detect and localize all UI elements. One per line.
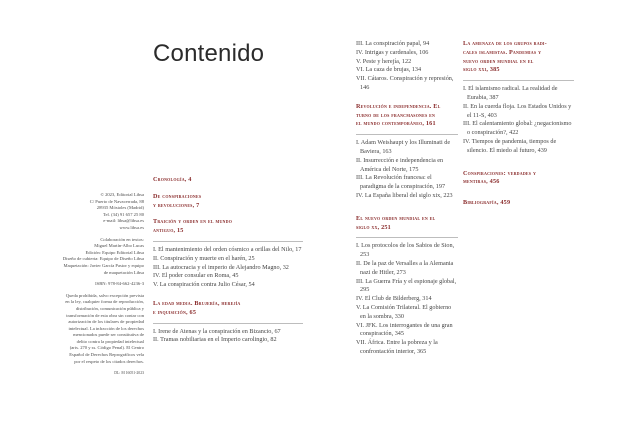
- imprint: [60, 192, 144, 377]
- imprint-line: transformación de esta obra sin contar con: [66, 312, 144, 318]
- toc-heading-edad-media[interactable]: [153, 300, 303, 318]
- heading-line: La amenaza de los grupos radi-: [463, 40, 547, 47]
- imprint-line: © 2023, Editorial Libsa: [100, 192, 144, 197]
- imprint-line: 28935 Móstoles (Madrid): [96, 205, 144, 211]
- imprint-legal: [60, 293, 144, 366]
- imprint-line: mencionados puede ser constitutiva de: [73, 332, 144, 338]
- imprint-line: www.libsa.es: [119, 224, 144, 230]
- imprint-line: Miguel Martín-Albo Lucas: [94, 243, 144, 249]
- heading-line: e inquisición, 65: [153, 308, 197, 316]
- heading-line: cales islamistas. Pandemias y: [463, 48, 542, 56]
- divider: [356, 134, 458, 135]
- toc-entry[interactable]: III. La autocracia y el imperio de Alejandro Magno, 32: [153, 263, 289, 271]
- imprint-line: por el respeto de los citados derechos.: [74, 358, 144, 364]
- toc-entry[interactable]: V. La conspiración contra Julio César, 54: [153, 281, 255, 289]
- toc-heading-nuevo-orden[interactable]: [356, 215, 458, 233]
- toc-heading-verdades-mentiras[interactable]: [463, 170, 574, 188]
- toc-entry[interactable]: VII. Cátaros. Conspiración y represión, 146: [356, 75, 454, 91]
- heading-line: Conspiraciones: verdades y: [463, 169, 537, 177]
- toc-entry[interactable]: IV. El poder consular en Roma, 45: [153, 272, 239, 280]
- toc-column-3: [463, 40, 574, 208]
- toc-heading-traicion[interactable]: [153, 218, 303, 236]
- heading-line: mentiras, 456: [463, 178, 500, 186]
- toc-list-edad-media: [153, 328, 303, 346]
- toc-entry[interactable]: II. Conspiración y muerte en el harén, 25: [153, 254, 255, 262]
- toc-list-nuevo-orden: [356, 242, 458, 356]
- toc-entry[interactable]: VI. JFK. Los interrogantes de una gran conspiración, 345: [356, 321, 453, 338]
- toc-entry[interactable]: V. Peste y herejía, 122: [356, 57, 412, 65]
- toc-list-traicion: [153, 246, 303, 290]
- toc-heading-cronologia[interactable]: Cronología, 4: [153, 176, 192, 183]
- heading-line: De conspiraciones: [153, 192, 202, 200]
- imprint-line: e-mail: libsa@libsa.es: [103, 218, 144, 224]
- heading-line: y revoluciones, 7: [153, 201, 200, 209]
- heading-line: siglo xxi, 385: [463, 66, 500, 74]
- heading-line: El nuevo orden mundial en el: [356, 214, 436, 222]
- toc-entry[interactable]: IV. Tiempos de pandemia, tiempos de silencio. El miedo al futuro, 439: [463, 137, 557, 154]
- toc-entry[interactable]: III. La Revolución francesa: el paradigma de la conspiración, 197: [356, 174, 446, 191]
- toc-entry[interactable]: IV. Intrigas y cardenales, 106: [356, 48, 429, 56]
- divider: [463, 80, 574, 81]
- toc-entry[interactable]: I. El mantenimiento del orden cósmico a orillas del Nilo, 17: [153, 245, 302, 253]
- imprint-line: Tel. (34) 91 657 25 80: [102, 211, 144, 217]
- imprint-isbn: ISBN: 978-84-662-4236-3: [95, 281, 144, 287]
- heading-line: nuevo orden mundial en el: [463, 57, 534, 65]
- imprint-legal-deposit: DL: M 16051-2023: [114, 371, 144, 376]
- toc-entry[interactable]: V. La Comisión Trilateral. El gobierno en la sombra, 330: [356, 303, 452, 320]
- toc-heading-revolucion[interactable]: [356, 103, 458, 129]
- page-title: Contenido: [153, 40, 265, 67]
- toc-entry[interactable]: I. Irene de Atenas y la conspiración en Bizancio, 67: [153, 327, 281, 335]
- toc-heading-conspiraciones[interactable]: [153, 193, 303, 211]
- imprint-line: delito contra la propiedad intelectual: [76, 338, 144, 344]
- toc-heading-amenaza[interactable]: [463, 40, 574, 75]
- toc-list-revolucion: [356, 139, 458, 201]
- imprint-line: en la ley, cualquier forma de reproducción,: [65, 299, 144, 305]
- divider: [153, 241, 303, 242]
- imprint-line: distribución, comunicación pública y: [75, 305, 144, 311]
- heading-line: antiguo, 15: [153, 227, 184, 235]
- toc-list-amenaza: [463, 85, 574, 155]
- imprint-line: intelectual. La infracción de los derechos: [68, 325, 144, 331]
- toc-column-1: [153, 176, 303, 345]
- toc-entry[interactable]: II. Insurrección e independencia en América del Norte, 175: [356, 156, 444, 173]
- divider: [356, 237, 458, 238]
- toc-entry[interactable]: I. Los protocolos de los Sabios de Sion, 253: [356, 242, 455, 259]
- imprint-line: Queda prohibida, salvo excepción prevista: [65, 292, 144, 298]
- imprint-line: de maquetación Libsa: [103, 269, 144, 275]
- imprint-line: Colaboración en textos:: [100, 236, 144, 242]
- heading-line: siglo xx, 251: [356, 223, 391, 231]
- toc-entry[interactable]: III. La Guerra Fría y el espionaje global, 295: [356, 277, 457, 294]
- toc-entry[interactable]: I. Adam Weishaupt y los Illuminati de Baviera, 163: [356, 139, 451, 155]
- toc-entry[interactable]: III. El calentamiento global: ¿negacionismo o conspiración?, 422: [463, 120, 572, 137]
- imprint-line: Maquetación: Javier García Pastor y equipo: [63, 262, 144, 268]
- toc-entry[interactable]: IV. La España liberal del siglo xix, 223: [356, 191, 453, 199]
- toc-entry[interactable]: IV. El Club de Bilderberg, 314: [356, 295, 432, 303]
- toc-entry[interactable]: VII. África. Entre la pobreza y la confrontación interior, 365: [356, 339, 438, 355]
- toc-entry[interactable]: VI. La caza de brujas, 134: [356, 66, 422, 74]
- imprint-line: (arts. 270 y ss. Código Penal). El Centro: [69, 345, 144, 351]
- toc-entry[interactable]: II. De la paz de Versalles a la Alemania nazi de Hitler, 273: [356, 259, 454, 276]
- toc-heading-bibliografia[interactable]: Bibliografía, 459: [463, 199, 511, 207]
- imprint-line: Edición: Equipo Editorial Libsa: [85, 249, 144, 255]
- toc-entry[interactable]: I. El islamismo radical. La realidad de Eurabia, 387: [463, 85, 558, 101]
- heading-line: La edad media. Brujería, herejía: [153, 299, 241, 307]
- imprint-copyright: [60, 192, 144, 232]
- heading-line: Revolución e independencia. El: [356, 102, 441, 110]
- toc-entry[interactable]: III. La conspiración papal, 94: [356, 40, 430, 47]
- imprint-line: Español de Derechos Reprográficos vela: [69, 352, 144, 358]
- toc-entry[interactable]: II. Tramas nobiliarias en el Imperio carolingio, 82: [153, 336, 277, 344]
- heading-line: turno de los francmasones en: [356, 111, 436, 119]
- imprint-credits: [60, 237, 144, 277]
- heading-line: el mundo contemporáneo, 161: [356, 120, 436, 128]
- imprint-line: autorización de los titulares de propiedad: [68, 319, 144, 325]
- imprint-line: Diseño de cubierta: Equipo de Diseño Libsa: [62, 256, 144, 262]
- divider: [153, 323, 303, 324]
- toc-entry[interactable]: II. En la cuerda floja. Los Estados Unidos y el 11-S, 403: [463, 102, 572, 119]
- toc-column-2: [356, 40, 458, 357]
- toc-list-edad-media-cont: [356, 40, 458, 93]
- heading-line: Traición y orden en el mundo: [153, 218, 233, 226]
- imprint-line: C/ Puerto de Navacerrada, 88: [89, 198, 144, 204]
